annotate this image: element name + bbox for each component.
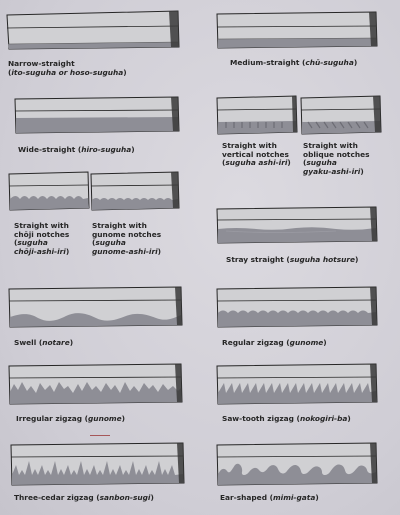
caption-wide-straight: Wide-straight ( hiro-suguha ) [18, 146, 135, 155]
caption-three-cedar-zigzag: Three-cedar zigzag ( sanbon-sugi ) [14, 494, 154, 503]
caption-irregular-zigzag: Irregular zigzag ( gunome ) [16, 415, 125, 424]
blade-straight-gunome-notches [90, 168, 180, 212]
blade-straight-choji-notches [8, 168, 90, 212]
blade-wide-straight [14, 93, 180, 135]
caption-straight-gunome-notches: Straight with gunome notches (suguha gunome-ashi-iri) [92, 221, 162, 256]
stray-pen-mark [90, 435, 110, 436]
caption-straight-choji-notches: Straight with chōji notches (suguha chōji-ashi-iri) [14, 221, 70, 256]
caption-saw-tooth-zigzag: Saw-tooth zigzag ( nokogiri-ba ) [222, 415, 351, 424]
caption-stray-straight: Stray straight ( suguha hotsure ) [226, 256, 358, 265]
blade-straight-oblique-notches [300, 92, 382, 136]
caption-ear-shaped: Ear-shaped ( mimi-gata ) [220, 494, 319, 503]
blade-ear-shaped [216, 439, 378, 487]
blade-stray-straight [216, 203, 378, 245]
caption-straight-vertical-notches: Straight with vertical notches ( suguha ashi-iri ) [222, 142, 291, 168]
caption-regular-zigzag: Regular zigzag ( gunome ) [222, 339, 327, 348]
blade-saw-tooth-zigzag [216, 360, 378, 406]
blade-straight-vertical-notches [216, 92, 298, 136]
caption-swell: Swell ( notare ) [14, 339, 73, 348]
blade-regular-zigzag [216, 283, 378, 329]
caption-medium-straight: Medium-straight ( chū-suguha ) [230, 59, 357, 68]
caption-narrow-straight: Narrow-straight ( ito-suguha or hoso-suguha ) [8, 60, 127, 77]
blade-narrow-straight [6, 8, 179, 50]
blade-swell [8, 283, 183, 329]
blade-medium-straight [216, 8, 378, 50]
blade-irregular-zigzag [8, 360, 183, 406]
blade-three-cedar-zigzag [10, 439, 185, 487]
caption-straight-oblique-notches: Straight with oblique notches (suguha gyaku-ashi-iri) [303, 141, 370, 176]
